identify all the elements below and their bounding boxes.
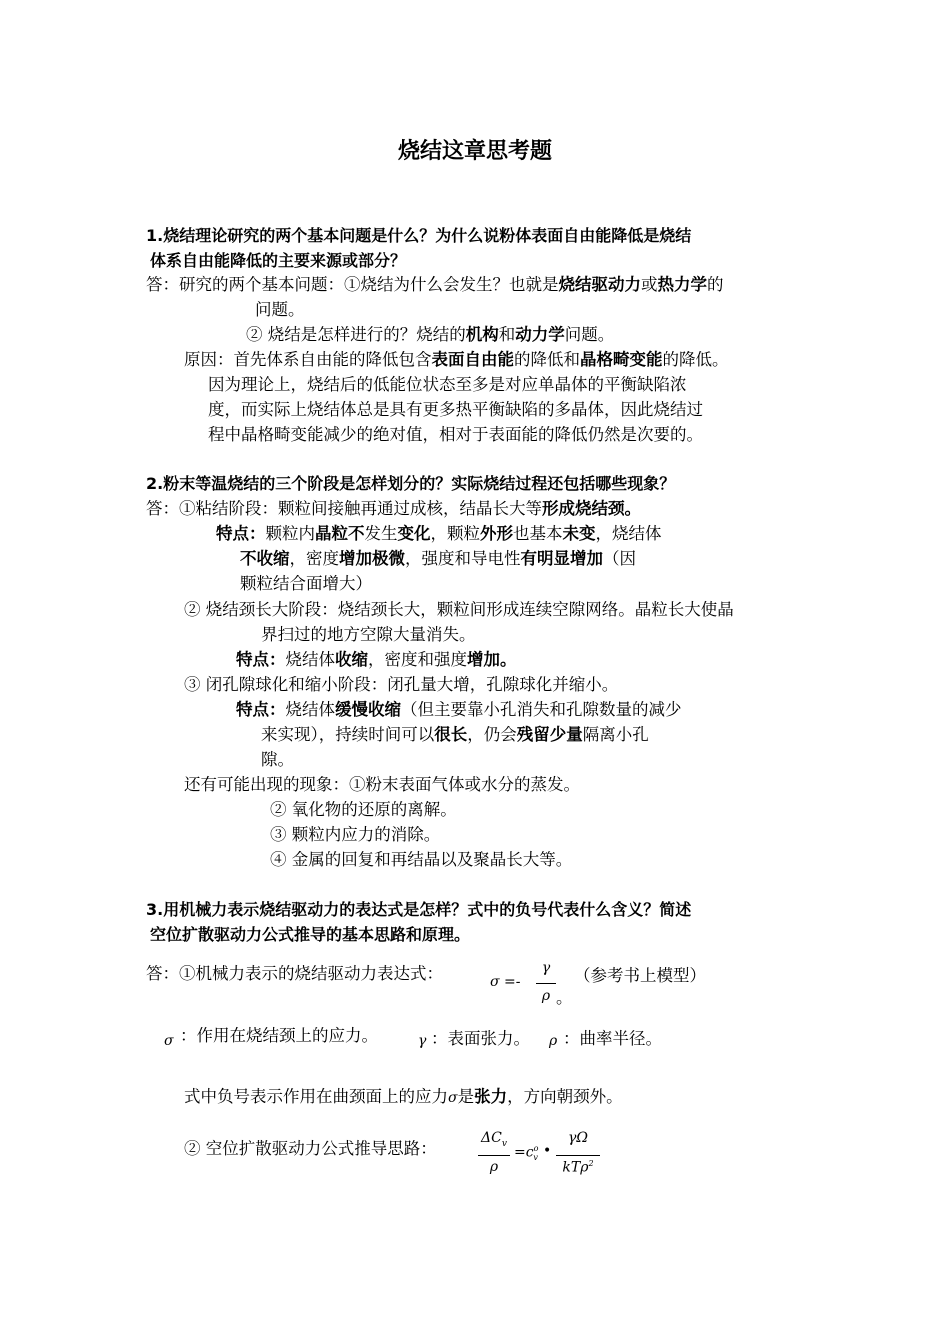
stage-2-line-1: ② 烧结颈长大阶段：烧结颈长大，颗粒间形成连续空隙网络。晶粒长大使晶 (184, 600, 734, 619)
rho-symbol: ρ (549, 1033, 558, 1049)
feature-3-line-3: 隙。 (261, 750, 294, 769)
reason-line-3: 度，而实际上烧结体总是具有更多热平衡缺陷的多晶体，因此烧结过 (208, 400, 703, 419)
question-1-line-1: 1.烧结理论研究的两个基本问题是什么？为什么说粉体表面自由能降低是烧结 (146, 226, 692, 245)
other-phenomena-line-1: 还有可能出现的现象：①粉末表面气体或水分的蒸发。 (184, 775, 580, 794)
formula-2-right-denominator: kTρ$^2$ (562, 1159, 594, 1176)
answer-3-line-1: 答：①机械力表示的烧结驱动力表达式： (146, 964, 443, 983)
formula-2-right-fraction (554, 1130, 602, 1182)
feature-1-line-1: 特点：颗粒内晶粒不发生变化，颗粒外形也基本未变，烧结体 (216, 524, 662, 543)
reason-line-1: 原因：首先体系自由能的降低包含表面自由能的降低和晶格畸变能的降低。 (184, 350, 729, 369)
feature-1-line-2: 不收缩，密度增加极微，强度和导电性有明显增加（因 (240, 549, 636, 568)
gamma-description: ：表面张力。 (431, 1029, 530, 1048)
rho-description: ：曲率半径。 (563, 1029, 662, 1048)
formula-1-lhs: σ =- (490, 974, 521, 990)
question-1-line-2: 体系自由能降低的主要来源或部分？ (150, 251, 407, 270)
page-title: 烧结这章思考题 (397, 139, 552, 164)
gamma-symbol: γ (418, 1033, 427, 1049)
formula-1-denominator: ρ (541, 988, 551, 1004)
question-2: 2.粉末等温烧结的三个阶段是怎样划分的？实际烧结过程还包括哪些现象？ (146, 474, 676, 493)
other-phenomena-line-2: ② 氧化物的还原的离解。 (270, 800, 457, 819)
answer-3-line-2: ② 空位扩散驱动力公式推导思路： (184, 1139, 437, 1158)
formula-2-right-bar (556, 1155, 600, 1156)
feature-3-line-2: 来实现），持续时间可以很长，仍会残留少量隔离小孔 (261, 725, 649, 744)
answer-1-line-1: 答：研究的两个基本问题：①烧结为什么会发生？也就是烧结驱动力或热力学的 (146, 275, 724, 294)
stage-1-line: 答：①粘结阶段：颗粒间接触再通过成核，结晶长大等形成烧结颈。 (146, 499, 641, 518)
other-phenomena-line-3: ③ 颗粒内应力的消除。 (270, 825, 441, 844)
reason-line-4: 程中晶格畸变能减少的绝对值，相对于表面能的降低仍然是次要的。 (208, 425, 703, 444)
feature-2-line: 特点：烧结体收缩，密度和强度增加。 (236, 650, 517, 669)
formula-2-left-fraction (476, 1130, 512, 1182)
reference-note: （参考书上模型） (574, 966, 706, 985)
stage-3-line: ③ 闭孔隙球化和缩小阶段：闭孔量大增，孔隙球化并缩小。 (184, 675, 619, 694)
formula-1-period: 。 (556, 988, 573, 1007)
negative-sign-explanation: 式中负号表示作用在曲颈面上的应力σ是张力，方向朝颈外。 (184, 1087, 623, 1106)
question-3-line-1: 3.用机械力表示烧结驱动力的表达式是怎样？式中的负号代表什么含义？简述 (146, 900, 692, 919)
formula-2-left-numerator: $\Delta C_v$ (481, 1130, 507, 1149)
feature-3-line-1: 特点：烧结体缓慢收缩（但主要靠小孔消失和孔隙数量的减少 (236, 700, 682, 719)
sigma-symbol: σ (164, 1033, 174, 1049)
formula-2-equilibrium-term: $=c^o_v$ (514, 1144, 539, 1163)
question-3-line-2: 空位扩散驱动力公式推导的基本思路和原理。 (150, 925, 471, 944)
feature-1-line-3: 颗粒结合面增大） (240, 574, 372, 593)
formula-1-bar (536, 983, 556, 984)
sigma-description: ：作用在烧结颈上的应力。 (180, 1026, 378, 1045)
answer-1-line-2: 问题。 (255, 300, 305, 319)
answer-1-line-3: ② 烧结是怎样进行的？烧结的机构和动力学问题。 (246, 325, 615, 344)
formula-1-numerator: γ (541, 960, 551, 976)
stage-2-line-2: 界扫过的地方空隙大量消失。 (261, 625, 476, 644)
other-phenomena-line-4: ④ 金属的回复和再结晶以及聚晶长大等。 (270, 850, 573, 869)
formula-2-left-denominator: ρ (489, 1159, 499, 1175)
formula-2-left-bar (478, 1155, 510, 1156)
reason-line-2: 因为理论上，烧结后的低能位状态至多是对应单晶体的平衡缺陷浓 (208, 375, 687, 394)
formula-2-right-numerator: γΩ (568, 1130, 588, 1146)
formula-2-multiply-dot: • (543, 1143, 552, 1159)
